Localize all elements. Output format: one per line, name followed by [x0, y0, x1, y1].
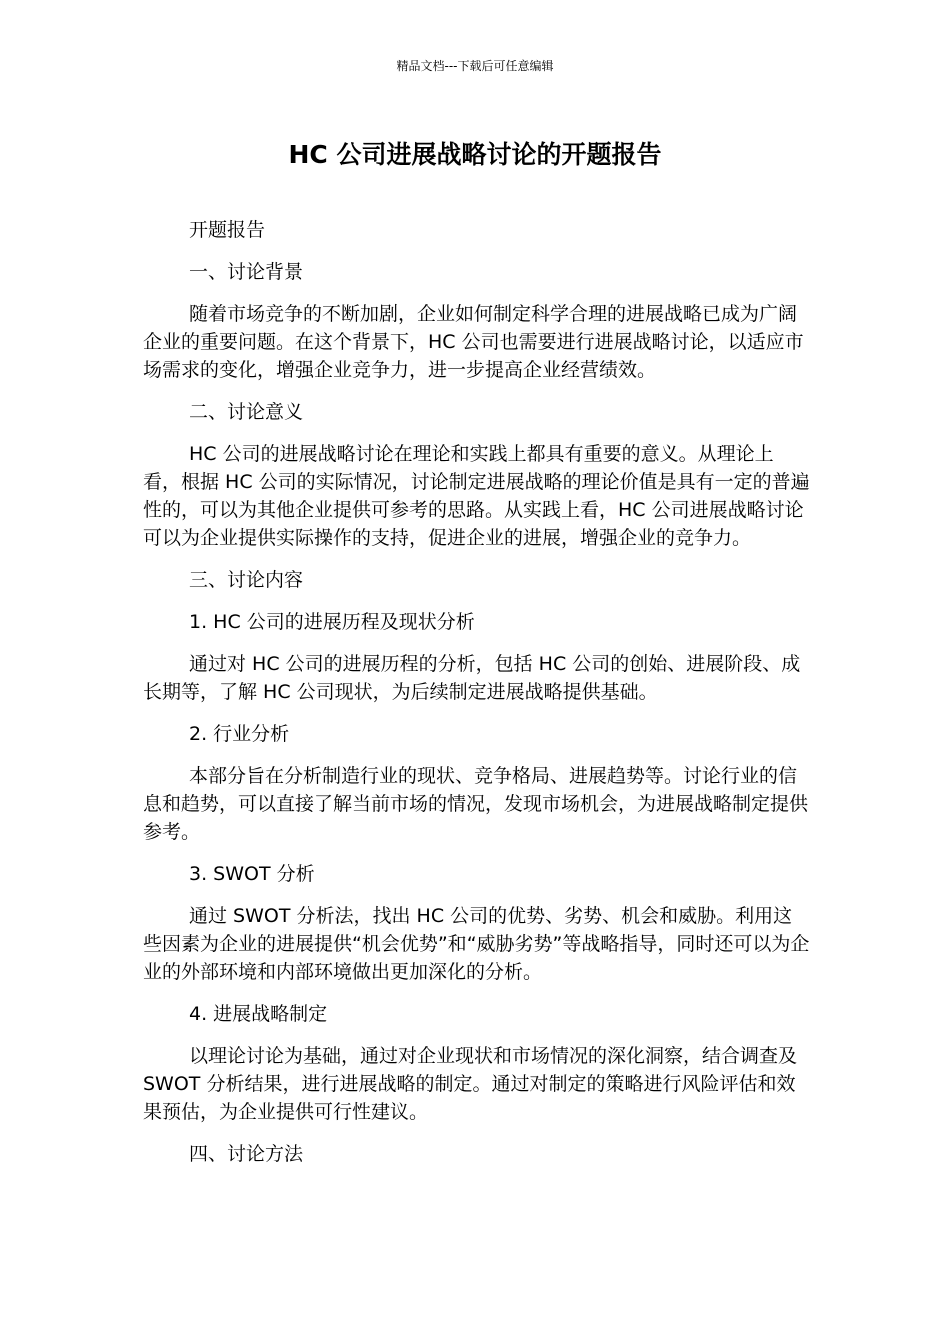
heading-significance: 二、讨论意义: [189, 401, 304, 423]
subheading-strategy: 4. 进展战略制定: [189, 1003, 328, 1025]
heading-background: 一、讨论背景: [189, 261, 304, 283]
heading-content: 三、讨论内容: [189, 569, 304, 591]
document-body: [143, 216, 811, 1182]
paragraph-industry: 本部分旨在分析制造行业的现状、竞争格局、进展趋势等。讨论行业的信息和趋势，可以直接了解当前市场的情况，发现市场机会，为进展战略制定提供参考。: [143, 765, 809, 843]
subheading-industry: 2. 行业分析: [189, 723, 290, 745]
subheading-swot: 3. SWOT 分析: [189, 863, 315, 885]
paragraph-swot: 通过 SWOT 分析法，找出 HC 公司的优势、劣势、机会和威胁。利用这些因素为企业的进展提供“机会优势”和“威胁劣势”等战略指导，同时还可以为企业的外部环境和内部环境做出更加深化的分析。: [143, 905, 810, 983]
page-header-note: 精品文档---下载后可任意编辑: [396, 59, 554, 73]
paragraph-background: 随着市场竞争的不断加剧，企业如何制定科学合理的进展战略已成为广阔企业的重要问题。在这个背景下，HC 公司也需要进行进展战略讨论，以适应市场需求的变化，增强企业竞争力，进一步提高企业经营绩效。: [143, 303, 804, 381]
subheading-history: 1. HC 公司的进展历程及现状分析: [189, 611, 475, 633]
paragraph-strategy: 以理论讨论为基础，通过对企业现状和市场情况的深化洞察，结合调查及 SWOT 分析结果，进行进展战略的制定。通过对制定的策略进行风险评估和效果预估，为企业提供可行性建议。: [143, 1045, 798, 1123]
heading-report: 开题报告: [189, 219, 266, 241]
paragraph-history: 通过对 HC 公司的进展历程的分析，包括 HC 公司的创始、进展阶段、成长期等，了解 HC 公司现状，为后续制定进展战略提供基础。: [143, 653, 801, 703]
document-title: HC 公司进展战略讨论的开题报告: [288, 140, 662, 169]
paragraph-significance: HC 公司的进展战略讨论在理论和实践上都具有重要的意义。从理论上看，根据 HC 公司的实际情况，讨论制定进展战略的理论价值是具有一定的普遍性的，可以为其他企业提供可参考的思路。从实践上看，HC 公司进展战略讨论可以为企业提供实际操作的支持，促进企业的进展，增强企业的竞争力。: [143, 443, 810, 549]
heading-methods: 四、讨论方法: [189, 1143, 304, 1165]
